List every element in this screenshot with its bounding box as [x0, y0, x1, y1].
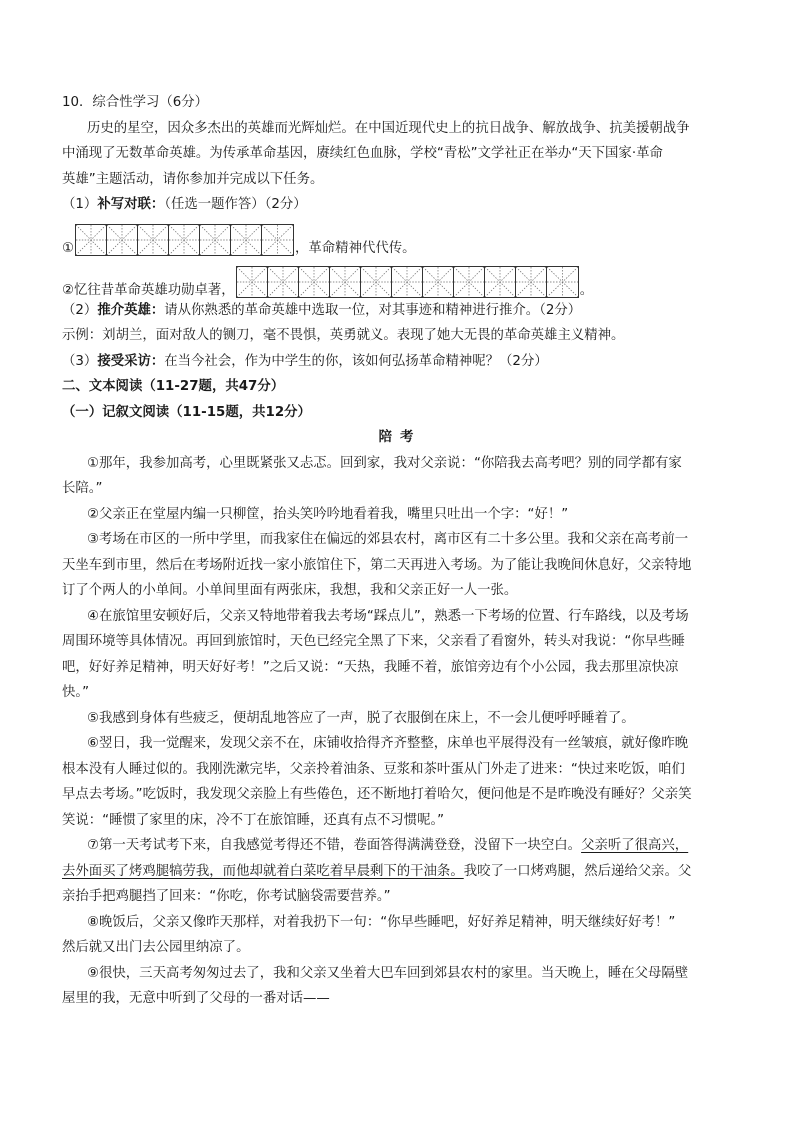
answer-cell[interactable]: [76, 225, 107, 255]
paragraph-line: 笑说：“睡惯了家里的床，冷不丁在旅馆睡，还真有点不习惯呢。”: [62, 812, 445, 828]
paragraph-line: 快。”: [62, 685, 90, 700]
answer-cell[interactable]: [231, 225, 262, 255]
paragraph-line: ⑤我感到身体有些疲乏，便胡乱地答应了一声，脱了衣服倒在床上，不一会儿便呼呼睡着了。: [87, 710, 635, 726]
paragraph-line: ⑨很快，三天高考匆匆过去了，我和父亲又坐着大巴车回到郊县农村的家里。当天晚上，睡在父母隔壁: [87, 965, 689, 981]
paragraph-line: ⑧晚饭后，父亲又像昨天那样，对着我扔下一句：“你早些睡吧，好好养足精神，明天继续好好考！”: [87, 914, 676, 930]
task2-num: （2）: [62, 302, 98, 318]
task2-line: [62, 298, 738, 324]
couplet-2-prefix: ②忆往昔革命英雄功勋卓著，: [62, 282, 235, 298]
q10-intro-line: 历史的星空，因众多杰出的英雄而光辉灿烂。在中国近现代史上的抗日战争、解放战争、抗美援朝战争: [87, 120, 690, 136]
paragraph-line: 吧，好好养足精神，明天好好考！”之后又说：“天热，我睡不着，旅馆旁边有个小公园，我去那里凉快凉: [62, 659, 679, 675]
p7-text: 我咬了一口烤鸡腿，然后递给父亲。父: [463, 863, 692, 879]
couplet-1-prefix: ①: [62, 240, 75, 256]
q10-intro-line: 英雄”主题活动，请你参加并完成以下任务。: [62, 171, 324, 187]
paragraph-line: 然后就又出门去公园里纳凉了。: [62, 940, 250, 955]
answer-cell[interactable]: [330, 267, 361, 297]
task3-label: 接受采访：: [97, 353, 165, 369]
answer-cell[interactable]: [547, 267, 578, 297]
answer-cell[interactable]: [262, 225, 293, 255]
paragraph-line: 早点去考场。”吃饭时，我发现父亲脸上有些倦色，还不断地打着哈欠，便问他是不是昨晚没有睡好？父亲笑: [62, 787, 692, 802]
task1-line: [62, 192, 738, 218]
answer-cell[interactable]: [268, 267, 299, 297]
paragraph-line: 根本没有人睡过似的。我刚洗漱完毕，父亲拎着油条、豆浆和茶叶蛋从门外走了进来：“快过来吃饭，咱们: [62, 761, 685, 777]
answer-cell[interactable]: [200, 225, 231, 255]
answer-cell[interactable]: [516, 267, 547, 297]
couplet-2-row: [62, 266, 738, 298]
q10-intro-line: 中涌现了无数革命英雄。为传承革命基因，赓续红色血脉，学校“青松”文学社正在举办“天下国家·革命: [62, 146, 663, 161]
p7-underlined-sentence: 父亲听了很高兴，: [581, 838, 689, 853]
paragraph-line: ⑥翌日，我一觉醒来，发现父亲不在，床铺收拾得齐齐整整，床单也平展得没有一丝皱痕，就好像昨晚: [87, 736, 689, 751]
section2-heading: 二、文本阅读（11-27题，共47分）: [62, 379, 285, 394]
paragraph-line: 长陪。”: [62, 481, 103, 496]
p7-text: ⑦第一天考试考下来，自我感觉考得还不错，卷面答得满满登登，没留下一块空白。: [87, 838, 582, 853]
task3-num: （3）: [62, 353, 98, 369]
answer-cell[interactable]: [107, 225, 138, 255]
answer-cell[interactable]: [423, 267, 454, 297]
task2-rest: 请从你熟悉的革命英雄中选取一位，对其事迹和精神进行推介。（2分）: [164, 302, 582, 318]
answer-cell[interactable]: [361, 267, 392, 297]
q10-heading: 10．综合性学习（6分）: [62, 95, 209, 110]
task2-example: 示例：刘胡兰，面对敌人的铡刀，毫不畏惧，英勇就义。表现了她大无畏的革命英雄主义精神。: [62, 328, 625, 343]
exam-page: [62, 90, 738, 1012]
answer-cell[interactable]: [392, 267, 423, 297]
answer-cell[interactable]: [169, 225, 200, 255]
task2-label: 推介英雄：: [97, 302, 165, 318]
couplet-2-suffix: 。: [579, 282, 594, 298]
task1-rest: （任选一题作答）（2分）: [164, 197, 307, 212]
paragraph-line: ④在旅馆里安顿好后，父亲又特地带着我去考场“踩点儿”，熟悉一下考场的位置、行车路线，以及考场: [87, 608, 689, 624]
task3-rest: 在当今社会，作为中学生的你，该如何弘扬革命精神呢？（2分）: [164, 353, 548, 369]
paragraph-line: 天坐车到市里，然后在考场附近找一家小旅馆住下，第二天再进入考场。为了能让我晚间休息好，父亲特地: [62, 557, 692, 573]
passage-title: 陪考: [378, 430, 422, 445]
answer-cell[interactable]: [138, 225, 169, 255]
couplet-1-suffix: ，革命精神代代传。: [295, 240, 416, 256]
paragraph-line: 周围环境等具体情况。再回到旅馆时，天色已经完全黑了下来，父亲看了看窗外，转头对我说：“你早些睡: [62, 634, 685, 649]
paragraph-line: ③考场在市区的一所中学里，而我家住在偏远的郊县农村，离市区有二十多公里。我和父亲在高考前一: [87, 532, 689, 547]
answer-cell[interactable]: [299, 267, 330, 297]
task1-label: 补写对联：: [97, 197, 165, 212]
paragraph-line: [62, 859, 738, 885]
task1-num: （1）: [62, 197, 98, 212]
paragraph-line: [62, 833, 738, 859]
couplet-1-row: [62, 224, 738, 256]
paragraph-line: 屋里的我，无意中听到了父母的一番对话——: [62, 991, 330, 1006]
section2-subheading: （一）记叙文阅读（11-15题，共12分）: [62, 404, 311, 420]
task3-line: [62, 349, 738, 375]
answer-cell[interactable]: [454, 267, 485, 297]
paragraph-line: 订了个两人的小单间。小单间里面有两张床，我想，我和父亲正好一人一张。: [62, 583, 518, 598]
couplet-2-answer-grid[interactable]: [236, 266, 579, 298]
answer-cell[interactable]: [237, 267, 268, 297]
answer-cell[interactable]: [485, 267, 516, 297]
paragraph-line: ①那年，我参加高考，心里既紧张又忐忑。回到家，我对父亲说：“你陪我去高考吧？别的同学都有家: [87, 455, 682, 471]
paragraph-line: ②父亲正在堂屋内编一只柳筐，抬头笑吟吟地看着我，嘴里只吐出一个字：“好！”: [87, 506, 569, 522]
p7-underlined-sentence: 去外面买了烤鸡腿犒劳我，而他却就着白菜吃着早晨剩下的干油条。: [62, 863, 464, 879]
paragraph-line: 亲抬手把鸡腿挡了回来：“你吃，你考试脑袋需要营养。”: [62, 889, 391, 904]
couplet-1-answer-grid[interactable]: [75, 224, 294, 256]
